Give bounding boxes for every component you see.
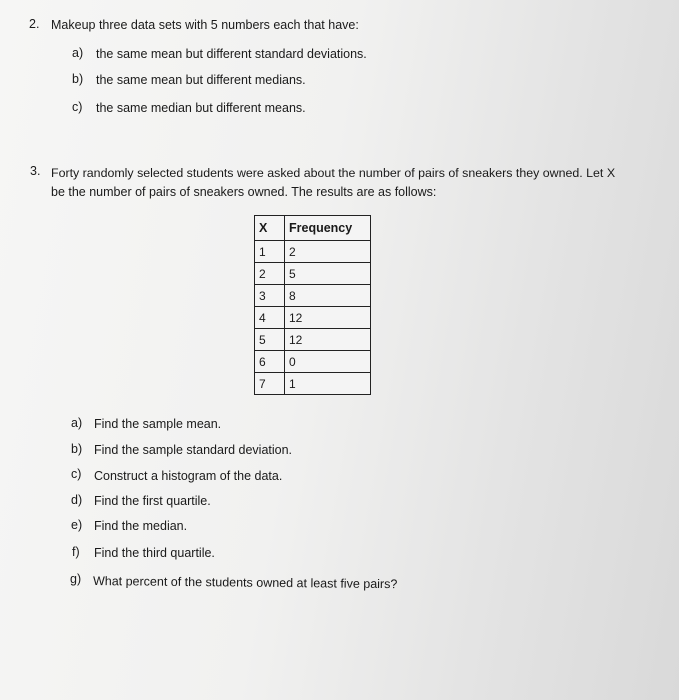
q2-part-c-text: the same median but different means. [96, 101, 306, 115]
q2-part-b-text: the same mean but different medians. [96, 73, 306, 87]
q2-part-c-label: c) [72, 100, 83, 114]
table-row [255, 307, 371, 329]
cell-frequency: 5 [285, 263, 371, 285]
cell-x: 2 [255, 263, 285, 285]
cell-x: 6 [255, 351, 285, 373]
q2-number: 2. [29, 17, 40, 31]
q3-part-c-text: Construct a histogram of the data. [94, 469, 283, 483]
cell-x: 5 [255, 329, 285, 351]
q3-part-f-label: f) [72, 545, 80, 559]
frequency-table [254, 215, 371, 395]
q2-part-a-label: a) [72, 46, 84, 60]
table-row [255, 263, 371, 285]
q3-part-g-label: g) [70, 572, 82, 586]
cell-x: 3 [255, 285, 285, 307]
table-row [255, 285, 371, 307]
q3-part-e-label: e) [71, 518, 83, 532]
cell-x: 7 [255, 373, 285, 395]
q3-part-d-text: Find the first quartile. [94, 494, 211, 508]
cell-frequency: 0 [285, 351, 371, 373]
cell-frequency: 1 [285, 373, 371, 395]
table-row [255, 241, 371, 263]
q3-part-b-text: Find the sample standard deviation. [94, 443, 293, 457]
q2-stem: Makeup three data sets with 5 numbers each that have: [51, 18, 359, 32]
cell-frequency: 12 [285, 307, 371, 329]
table-row [255, 351, 371, 373]
cell-frequency: 12 [285, 329, 371, 351]
q3-part-a-label: a) [71, 416, 83, 430]
cell-frequency: 2 [285, 241, 371, 263]
q3-number: 3. [30, 164, 41, 178]
q3-stem-line1: Forty randomly selected students were asked about the number of pairs of sneakers they owned. Let X [51, 166, 616, 180]
q3-part-b-label: b) [71, 442, 83, 456]
q3-part-a-text: Find the sample mean. [94, 417, 222, 431]
cell-x: 4 [255, 307, 285, 329]
q2-part-a-text: the same mean but different standard deviations. [96, 47, 367, 61]
q3-part-f-text: Find the third quartile. [94, 546, 215, 560]
q3-part-d-label: d) [71, 493, 83, 507]
q3-part-e-text: Find the median. [94, 519, 188, 533]
column-header-x: X [255, 216, 285, 241]
cell-frequency: 8 [285, 285, 371, 307]
q3-stem-line2: be the number of pairs of sneakers owned. The results are as follows: [51, 185, 437, 199]
table-header-row [255, 216, 371, 241]
cell-x: 1 [255, 241, 285, 263]
table-row [255, 329, 371, 351]
q3-part-g-text: What percent of the students owned at least five pairs? [92, 574, 398, 592]
q3-part-c-label: c) [71, 467, 82, 481]
column-header-frequency: Frequency [285, 216, 371, 241]
table-row [255, 373, 371, 395]
q2-part-b-label: b) [72, 72, 84, 86]
